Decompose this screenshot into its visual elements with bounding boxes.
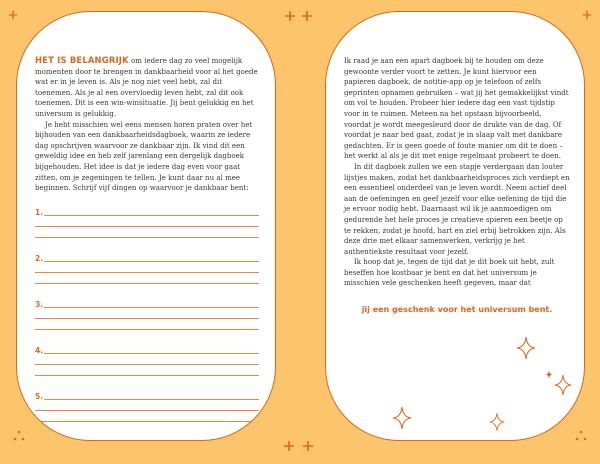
dots-ornament-icon bbox=[574, 430, 588, 444]
sparkle-icon bbox=[392, 406, 412, 430]
sparkle-icon bbox=[554, 374, 572, 396]
list-number: 1. bbox=[35, 208, 44, 217]
right-page bbox=[325, 11, 585, 441]
left-page-text bbox=[35, 55, 259, 194]
intro-paragraph: HET IS BELANGRIJK om iedere dag zo veel mogelijk momenten door te brengen in dankbaarheid voor al het goede wat er in je leven is. Als je nog niet veel hebt, zal dit toenemen. Als je al een overvloedig leven hebt, zal dit ook toenemen. Dit is een win-winsituatie. Jij bent gelukkig en het universum is gelukkig. bbox=[35, 55, 258, 118]
cross-ornament-icon bbox=[582, 10, 592, 20]
list-number: 4. bbox=[35, 346, 44, 355]
advice-paragraph: Ik raad je aan een apart dagboek bij te houden om deze gewoonte verder voort te zetten. Je kunt hiervoor een papieren dagboek, de notitie-app op je telefoon of zelfs geprinten opnamen gebruiken – wat jij het gemakkelijkst vindt om vol te houden. Probeer hier iedere dag een vast tijdstip voor in te ruimen. Meteen na het opstaan bijvoorbeeld, voordat je wordt meegesleurd door de drukte van de dag. Of voordat je naar bed gaat, zodat je in slaap valt met dankbare gedachten. Er is geen goede of foute manier om dit te doen – het werkt al als je dit met enige regelmaat probeert te doen. bbox=[344, 56, 569, 161]
closing-statement: jij een geschenk voor het universum bent. bbox=[361, 305, 553, 314]
cross-ornament-icon bbox=[284, 10, 296, 22]
list-number: 5. bbox=[35, 392, 44, 401]
list-item[interactable] bbox=[35, 254, 259, 300]
hope-paragraph: Ik hoop dat je, tegen de tijd dat je dit boek uit hebt, zult beseffen hoe kostbaar je bent en dat het universum je misschien vele geschenken heeft gegeven, maar dat bbox=[344, 257, 555, 288]
list-number: 2. bbox=[35, 254, 44, 263]
right-page-text bbox=[344, 56, 570, 289]
sparkle-icon bbox=[489, 412, 505, 432]
dots-ornament-icon bbox=[12, 430, 26, 444]
list-item[interactable] bbox=[35, 208, 259, 254]
cross-ornament-icon bbox=[8, 10, 18, 20]
sparkle-icon bbox=[516, 336, 536, 360]
cross-ornament-icon bbox=[283, 440, 295, 452]
cross-ornament-icon bbox=[302, 440, 314, 452]
sparkle-icon bbox=[545, 370, 553, 379]
journal-paragraph: Je hebt misschien wel eens mensen horen praten over het bijhouden van een dankbaarheidsdagboek, waarin ze iedere dag opschrijven waarvoor ze dankbaar zijn. Ik vind dit een geweldig idee en heb zelf jarenlang een dergelijk dagboek bijgehouden. Het idee is dat je iedere dag even voor gaat zitten, om je zegeningen te tellen. Je kunt daar nu al mee beginnen. Schrijf vijf dingen op waarvoor je dankbaar bent: bbox=[35, 119, 253, 193]
left-page bbox=[16, 11, 276, 441]
cross-ornament-icon bbox=[301, 10, 313, 22]
list-item[interactable] bbox=[35, 346, 259, 392]
lead-heading: HET IS BELANGRIJK bbox=[35, 55, 129, 65]
list-item[interactable] bbox=[35, 300, 259, 346]
list-item[interactable] bbox=[35, 392, 259, 438]
list-number: 3. bbox=[35, 300, 44, 309]
gratitude-list bbox=[35, 208, 259, 438]
process-paragraph: In dit dagboek zullen we een stapje verdergaan dan louter lijstjes maken, zodat het dankbaarheidsproces zich verdiept en een essentieel onderdeel van je leven wordt. Neem actief deel aan de oefeningen en geef jezelf voor elke oefening de tijd die je ervoor nodig hebt. Daarnaast wil ik je aanmoedigen om gedurende het hele proces je creatieve spieren een beetje op te rekken, zodat je hoofd, hart en ziel erbij betrokken zijn. Als deze drie met elkaar samenwerken, verkrijg je het authentiekste resultaat voor jezelf. bbox=[344, 161, 570, 256]
